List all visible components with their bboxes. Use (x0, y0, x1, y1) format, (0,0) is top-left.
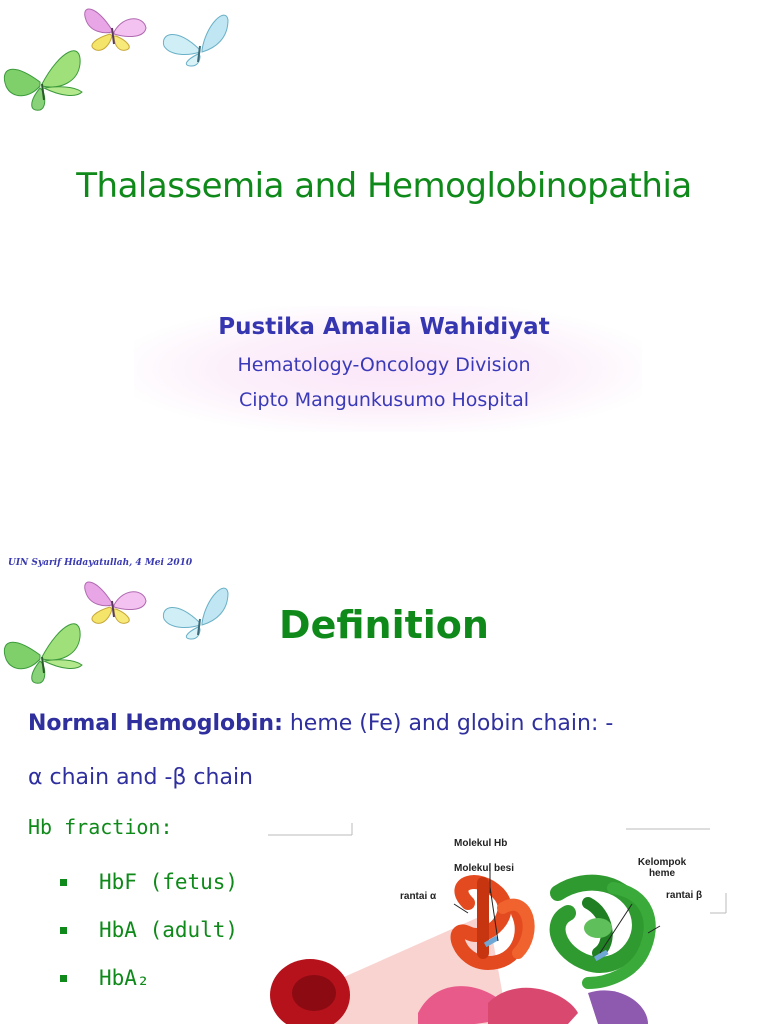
yellow-butterfly-icon (85, 9, 146, 50)
slide-title: Definition (279, 603, 489, 647)
hb-fraction-label: Hb fraction: (28, 815, 173, 839)
figure-label-molekul-hb: Molekul Hb (454, 838, 508, 849)
hemoglobin-molecule-illustration (268, 823, 728, 1024)
event-note: UIN Syarif Hidayatullah, 4 Mei 2010 (8, 558, 193, 568)
figure-label-rantai-alpha: rantai α (400, 891, 437, 902)
figure-label-molekul-besi: Molekul besi (454, 863, 515, 874)
list-item (60, 858, 238, 906)
green-butterfly-icon (4, 51, 82, 110)
hemoglobin-molecule-image (268, 823, 728, 1024)
normal-hemoglobin-text: heme (Fe) and globin chain: - (282, 711, 614, 736)
affiliation-hospital: Cipto Mangunkusumo Hospital (238, 389, 530, 411)
figure-label-kelompok-heme: Kelompok heme (637, 857, 687, 879)
list-item-text: HbF (fetus) (99, 870, 239, 894)
list-item-text: HbA₂ (99, 966, 150, 990)
definition-slide (0, 545, 768, 1024)
chain-line: α chain and -β chain (28, 765, 253, 790)
figure-label-rantai-beta: rantai β (666, 890, 703, 901)
bullet-icon (60, 975, 67, 982)
list-item (60, 906, 238, 954)
hb-fraction-list (60, 858, 238, 1002)
presentation-title: Thalassemia and Hemoglobinopathia (76, 166, 692, 206)
bullet-icon (60, 879, 67, 886)
blue-butterfly-icon (163, 15, 228, 66)
normal-hemoglobin-definition (28, 711, 613, 736)
list-item (60, 954, 238, 1002)
list-item-text: HbA (adult) (99, 918, 239, 942)
bullet-icon (60, 927, 67, 934)
author-name: Pustika Amalia Wahidiyat (218, 314, 550, 340)
affiliation-division: Hematology-Oncology Division (237, 354, 531, 376)
butterflies-decoration (0, 0, 240, 120)
normal-hemoglobin-label: Normal Hemoglobin: (28, 711, 283, 736)
